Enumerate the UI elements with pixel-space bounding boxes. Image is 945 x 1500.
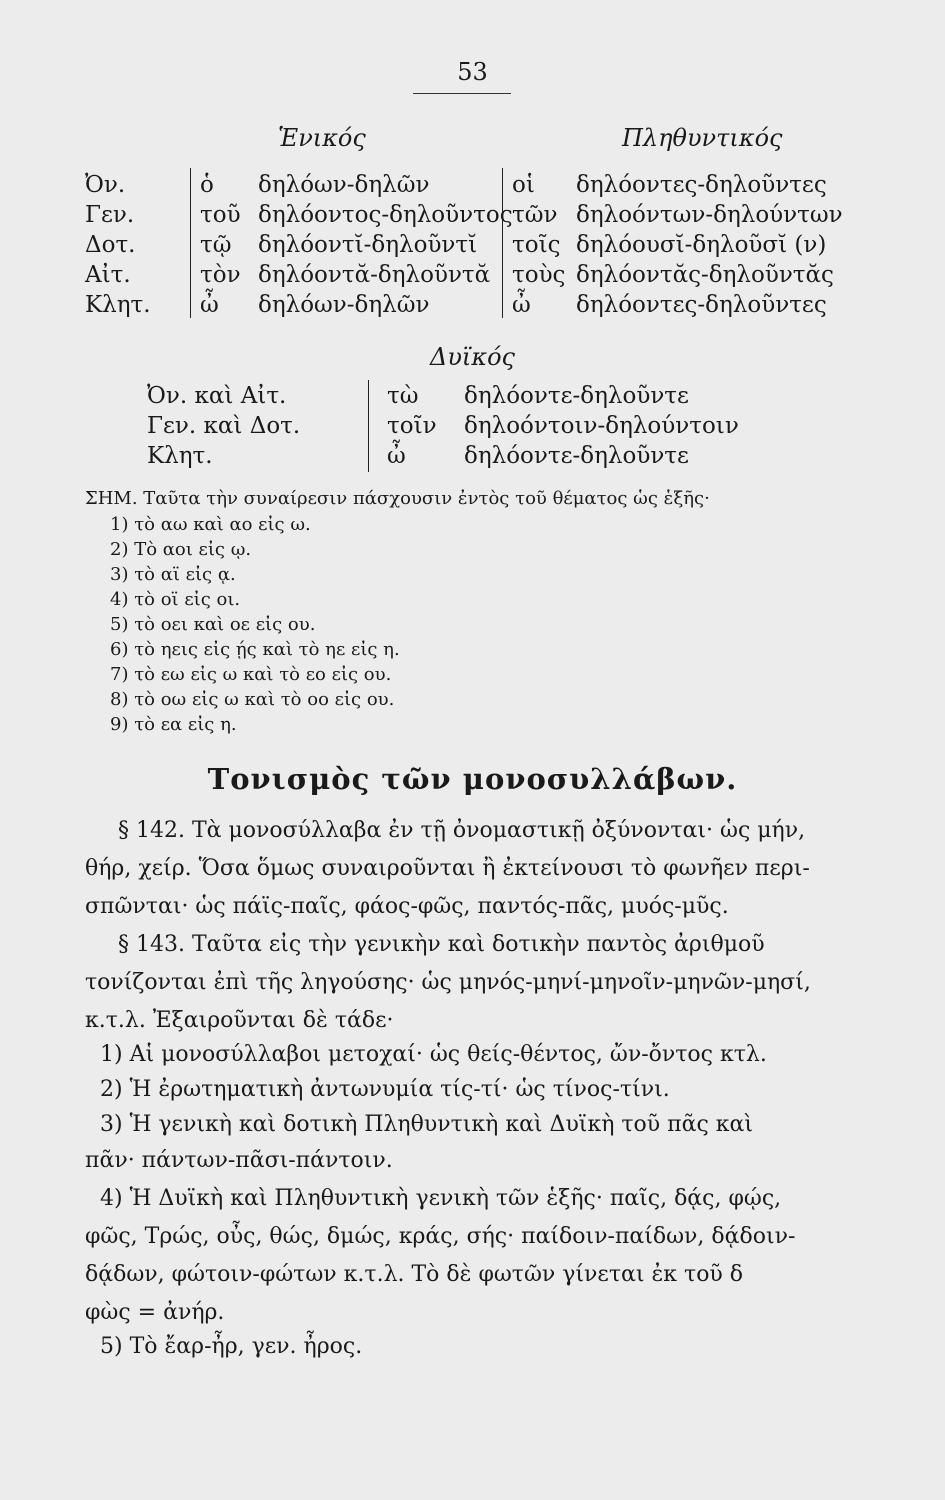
dual-header: Δυϊκός — [430, 343, 515, 371]
paragraph-143-line: κ.τ.λ. Ἐξαιροῦνται δὲ τάδε· — [85, 1008, 394, 1033]
case-label: Δοτ. — [85, 232, 136, 258]
paragraph-142-line: θήρ, χείρ. Ὅσα ὅμως συναιροῦνται ἢ ἐκτείνουσι τὸ φωνῆεν περι- — [85, 856, 810, 881]
singular-form: δηλόοντος-δηλοῦντος — [258, 202, 513, 228]
paragraph-143-line: τονίζονται ἐπὶ τῆς ληγούσης· ὡς μηνός-μηνί-μηνοῖν-μηνῶν-μησί, — [85, 970, 811, 995]
dual-form: δηλόοντε-δηλοῦντε — [464, 443, 689, 469]
exception-line: 5) Τὸ ἔαρ-ἦρ, γεν. ἦρος. — [100, 1334, 363, 1359]
plural-form: δηλόοντᾰς-δηλοῦντᾰς — [576, 262, 834, 288]
dual-case-label: Γεν. καὶ Δοτ. — [147, 413, 301, 439]
article: ὦ — [512, 292, 531, 318]
plural-header: Πληθυντικός — [622, 124, 783, 152]
note-item: 4) τὸ οϊ εἰς οι. — [110, 589, 241, 610]
exception-line: 1) Αἱ μονοσύλλαβοι μετοχαί· ὡς θείς-θέντος, ὤν-ὄντος κτλ. — [100, 1042, 767, 1067]
table-divider-middle — [502, 168, 503, 318]
singular-header: Ἑνικός — [278, 124, 366, 152]
singular-form: δηλόοντῐ-δηλοῦντῐ — [258, 232, 478, 258]
article: ὁ — [200, 172, 214, 198]
note-item: 8) τὸ οω εἰς ω καὶ τὸ οο εἰς ου. — [110, 689, 395, 710]
page-number: 53 — [457, 58, 488, 86]
section-title: Τονισμὸς τῶν μονοσυλλάβων. — [207, 762, 738, 796]
dual-form: δηλόοντε-δηλοῦντε — [464, 383, 689, 409]
dual-case-label: Κλητ. — [147, 443, 213, 469]
article: ὦ — [200, 292, 219, 318]
page-number-rule — [413, 93, 511, 94]
article: τὸν — [200, 262, 241, 288]
plural-form: δηλόοντες-δηλοῦντες — [576, 292, 827, 318]
note-item: 7) τὸ εω εἰς ω καὶ τὸ εο εἰς ου. — [110, 664, 392, 685]
exception-line: δᾴδων, φώτοιν-φώτων κ.τ.λ. Τὸ δὲ φωτῶν γίνεται ἐκ τοῦ δ — [85, 1262, 744, 1287]
exception-line: φῶς, Τρώς, οὖς, θώς, δμώς, κράς, σής· παίδοιν-παίδων, δᾴδοιν- — [85, 1224, 796, 1249]
article: τῶν — [512, 202, 558, 228]
singular-form: δηλόων-δηλῶν — [258, 172, 430, 198]
article: τοὺς — [512, 262, 566, 288]
plural-form: δηλόοντες-δηλοῦντες — [576, 172, 827, 198]
exception-line: πᾶν· πάντων-πᾶσι-πάντοιν. — [85, 1148, 393, 1173]
note-item: 1) τὸ αω καὶ αο εἰς ω. — [110, 514, 311, 535]
article: τοῖς — [512, 232, 561, 258]
article: ὦ — [387, 443, 406, 469]
note-intro: ΣΗΜ. Ταῦτα τὴν συναίρεσιν πάσχουσιν ἐντὸς τοῦ θέματος ὡς ἑξῆς· — [85, 488, 710, 509]
exception-line: 3) Ἡ γενικὴ καὶ δοτικὴ Πληθυντικὴ καὶ Δυϊκὴ τοῦ πᾶς καὶ — [100, 1112, 754, 1137]
case-label: Αἰτ. — [85, 262, 131, 288]
singular-form: δηλόων-δηλῶν — [258, 292, 430, 318]
note-item: 5) τὸ οει καὶ οε εἰς ου. — [110, 614, 316, 635]
exception-line: 2) Ἡ ἐρωτηματικὴ ἀντωνυμία τίς-τί· ὡς τίνος-τίνι. — [100, 1077, 670, 1102]
dual-form: δηλοόντοιν-δηλούντοιν — [464, 413, 739, 439]
table-divider-singular — [190, 168, 191, 318]
note-item: 2) Τὸ αοι εἰς ῳ. — [110, 539, 252, 560]
paragraph-142-line: σπῶνται· ὡς πάϊς-παῖς, φάος-φῶς, παντός-πᾶς, μυός-μῦς. — [85, 894, 729, 919]
note-item: 3) τὸ αϊ εἰς ᾳ. — [110, 564, 236, 585]
article: οἱ — [512, 172, 535, 198]
singular-form: δηλόοντᾰ-δηλοῦντᾰ — [258, 262, 491, 288]
case-label: Ὀν. — [85, 172, 126, 198]
article: τοῖν — [387, 413, 437, 439]
paragraph-143-line: § 143. Ταῦτα εἰς τὴν γενικὴν καὶ δοτικὴν παντὸς ἀριθμοῦ — [118, 932, 765, 957]
exception-line: φὼς = ἀνήρ. — [85, 1300, 225, 1325]
article: τῷ — [200, 232, 232, 258]
dual-divider — [368, 380, 369, 472]
plural-form: δηλοόντων-δηλούντων — [576, 202, 843, 228]
article: τὼ — [387, 383, 419, 409]
dual-case-label: Ὀν. καὶ Αἰτ. — [147, 383, 287, 409]
exception-line: 4) Ἡ Δυϊκὴ καὶ Πληθυντικὴ γενικὴ τῶν ἑξῆς· παῖς, δᾴς, φῴς, — [100, 1186, 782, 1211]
plural-form: δηλόουσῐ-δηλοῦσῐ (ν) — [576, 232, 827, 258]
note-item: 6) τὸ ηεις εἰς ῄς καὶ τὸ ηε εἰς η. — [110, 639, 400, 660]
case-label: Κλητ. — [85, 292, 151, 318]
note-item: 9) τὸ εα εἰς η. — [110, 714, 237, 735]
paragraph-142-line: § 142. Τὰ μονοσύλλαβα ἐν τῇ ὀνομαστικῇ ὀξύνονται· ὡς μήν, — [118, 818, 806, 843]
article: τοῦ — [200, 202, 241, 228]
case-label: Γεν. — [85, 202, 135, 228]
